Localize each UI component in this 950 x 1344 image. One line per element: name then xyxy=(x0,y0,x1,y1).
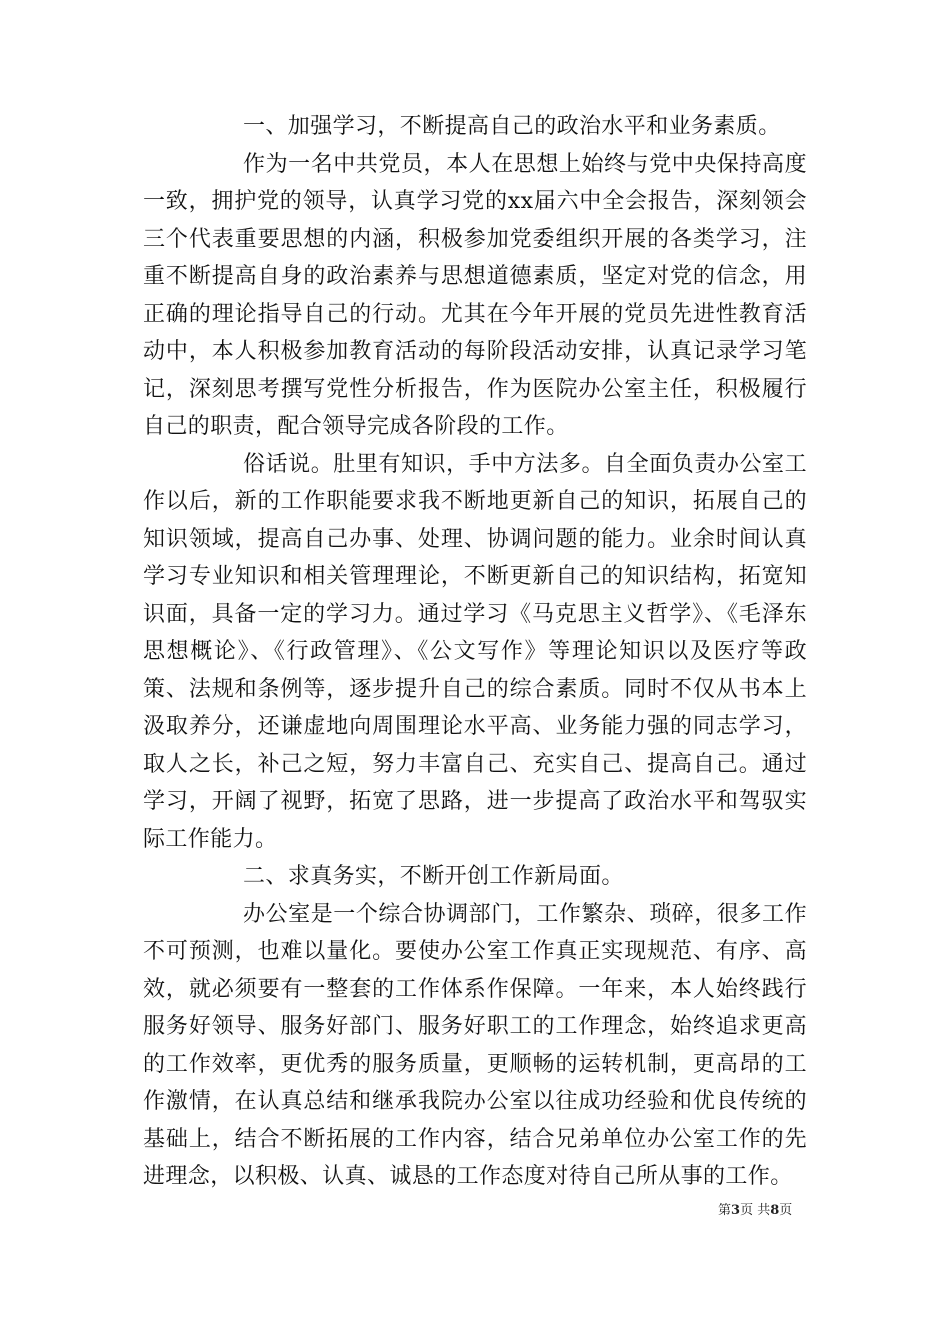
paragraph-1: 作为一名中共党员，本人在思想上始终与党中央保持高度一致，拥护党的领导，认真学习党的xx届六中全会报告，深刻领会三个代表重要思想的内涵，积极参加党委组织开展的各类学习，注重不断提高自身的政治素养与思想道德素质，坚定对党的信念，用正确的理论指导自己的行动。尤其在今年开展的党员先进性教育活动中，本人积极参加教育活动的每阶段活动安排，认真记录学习笔记，深刻思考撰写党性分析报告，作为医院办公室主任，积极履行自己的职责，配合领导完成各阶段的工作。 xyxy=(143,151,807,439)
footer-current-page: 3 xyxy=(731,1203,741,1218)
paragraph-2: 俗话说。肚里有知识，手中方法多。自全面负责办公室工作以后，新的工作职能要求我不断地更新自己的知识，拓展自己的知识领域，提高自己办事、处理、协调问题的能力。业余时间认真学习专业知识和相关管理理论，不断更新自己的知识结构，拓宽知识面，具备一定的学习力。通过学习《马克思主义哲学》、《毛泽东思想概论》、《行政管理》、《公文写作》等理论知识以及医疗等政策、法规和条例等，逐步提升自己的综合素质。同时不仅从书本上汲取养分，还谦虚地向周围理论水平高、业务能力强的同志学习，取人之长，补己之短，努力丰富自己、充实自己、提高自己。通过学习，开阔了视野，拓宽了思路，进一步提高了政治水平和驾驭实际工作能力。 xyxy=(143,451,807,852)
footer-total-pages: 8 xyxy=(770,1203,780,1218)
paragraph-3: 办公室是一个综合协调部门，工作繁杂、琐碎，很多工作不可预测，也难以量化。要使办公室工作真正实现规范、有序、高效，就必须要有一整套的工作体系作保障。一年来，本人始终践行服务好领导、服务好部门、服务好职工的工作理念，始终追求更高的工作效率，更优秀的服务质量，更顺畅的运转机制，更高昂的工作激情，在认真总结和继承我院办公室以往成功经验和优良传统的基础上，结合不断拓展的工作内容，结合兄弟单位办公室工作的先进理念，以积极、认真、诚恳的工作态度对待自己所从事的工作。 xyxy=(143,901,807,1189)
footer-suffix: 页 xyxy=(779,1203,793,1218)
document-body xyxy=(143,108,807,1196)
section-heading-1: 一、加强学习，不断提高自己的政治水平和业务素质。 xyxy=(243,114,781,139)
page-footer xyxy=(718,1202,792,1220)
section-heading-2: 二、求真务实，不断开创工作新局面。 xyxy=(243,864,624,889)
footer-middle: 页 共 xyxy=(740,1203,771,1218)
footer-prefix: 第 xyxy=(718,1203,732,1218)
